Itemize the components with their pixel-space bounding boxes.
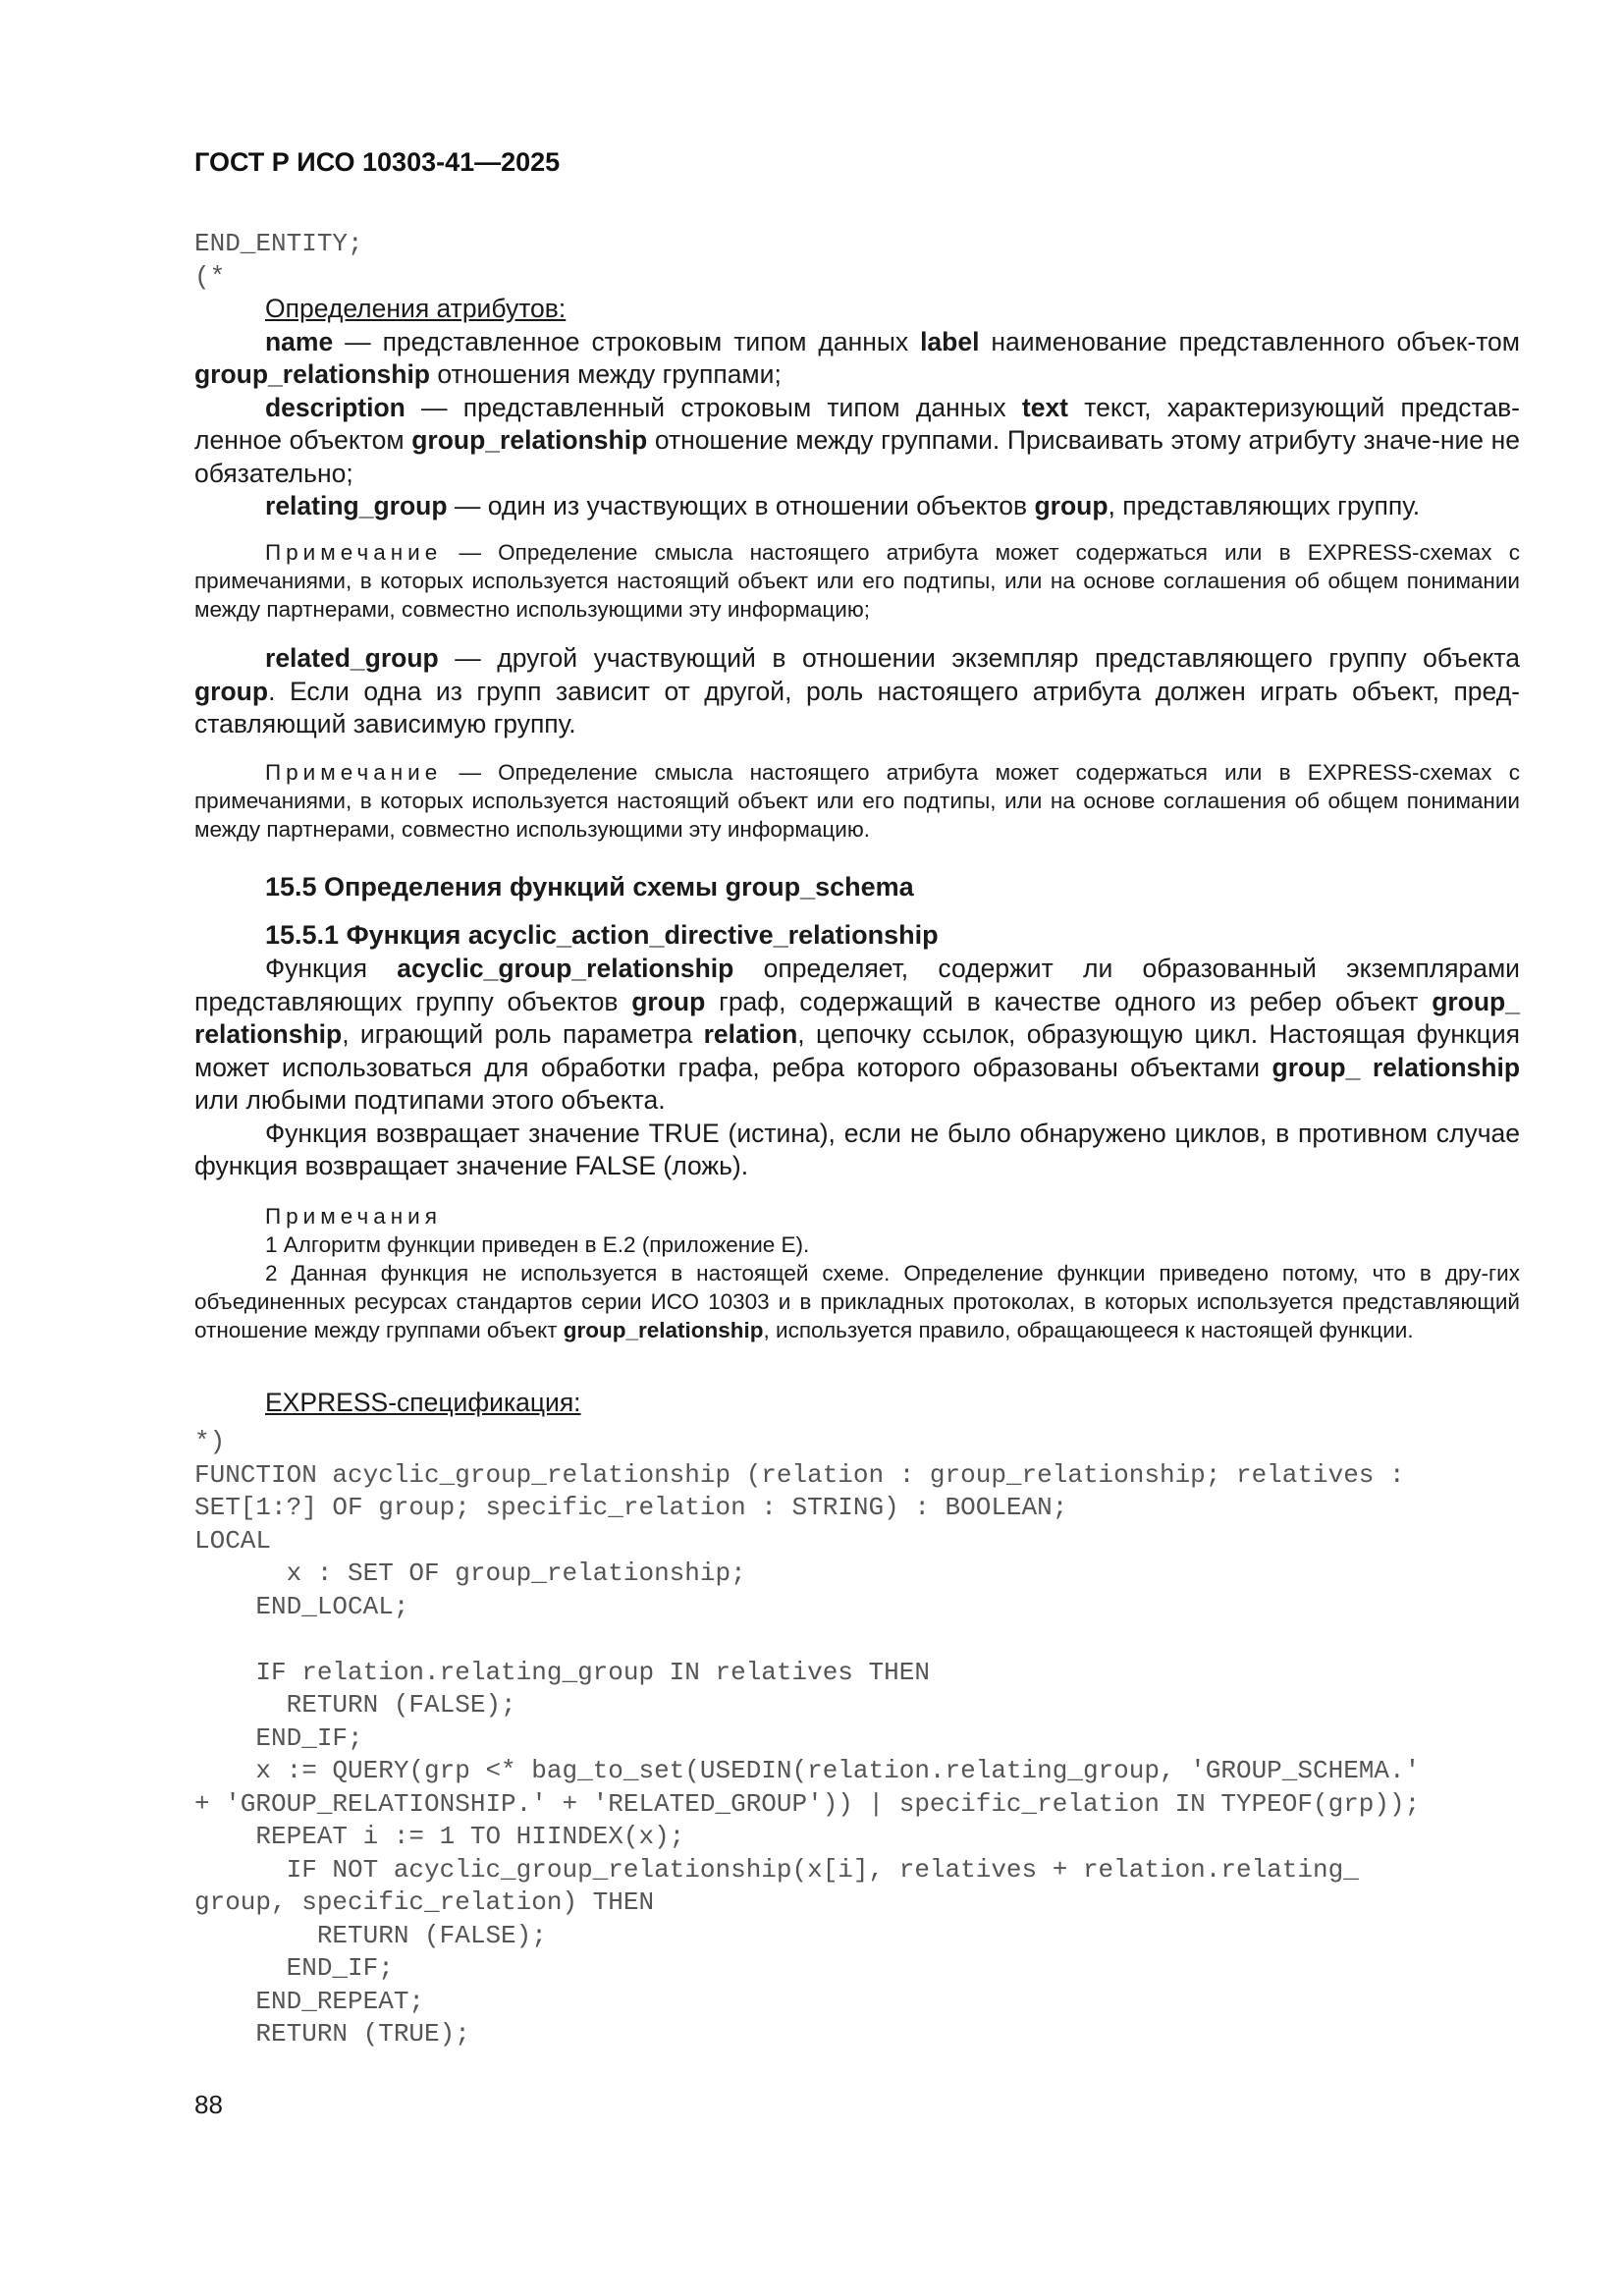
attribute-definitions	[194, 293, 1520, 523]
section-heading: 15.5 Определения функций схемы group_schema	[265, 872, 914, 902]
attr-description-def: description — представленный строковым типом данных text текст, характеризующий представ-ленное объектом group_relationship отношение между группами. Присваивать этому атрибуту значе-ние не обязательно;	[194, 392, 1520, 488]
note-relating-group: Примечание — Определение смысла настоящего атрибута может содержаться или в EXPRESS-схемах с примечаниями, в которых используется настоящий объект или его подтипы, или на основе соглашения об общем понимании между партнерами, совместно использующими эту информацию;	[194, 540, 1520, 622]
note-item-2: 2 Данная функция не используется в настоящей схеме. Определение функции приведено потому, что в дру-гих объединенных ресурсах стандартов серии ИСО 10303 и в прикладных протоколах, в которых используется представляющий отношение между группами объект group_relationship, используется правило, обращающееся к настоящей функции.	[194, 1261, 1520, 1342]
express-spec-block	[194, 1387, 1520, 1420]
code-block-function: *) FUNCTION acyclic_group_relationship (relation : group_relationship; relatives : SET[1:?] OF group; specific_relation : STRING) : BOOLEAN; LOCAL x : SET OF group_relationship; END_LOCAL; IF relation.relating_group IN relatives THEN RETURN (FALSE); END_IF; x := QUERY(grp <* bag_to_set(USEDIN(relation.relating_group, 'GROUP_SCHEMA.' + 'GROUP_RELATIONSHIP.' + 'RELATED_GROUP')) | specific_relation IN TYPEOF(grp)); REPEAT i := 1 TO HIINDEX(x); IF NOT acyclic_group_relationship(x[i], relatives + relation.relating_ group, specific_relation) THEN RETURN (FALSE); END_IF; END_REPEAT; RETURN (TRUE);	[194, 1427, 1421, 2049]
function-notes	[194, 1202, 1520, 1344]
attr-related-group-def: related_group — другой участвующий в отношении экземпляр представляющего группу объекта group. Если одна из групп зависит от другой, роль настоящего атрибута должен играть объект, пред-ставляющий зависимую группу.	[194, 643, 1520, 738]
note-label: Примечание	[265, 540, 443, 565]
code-block-top: END_ENTITY; (*	[194, 229, 363, 292]
function-para-1: Функция acyclic_group_relationship определяет, содержит ли образованный экземплярами представляющих группу объектов group граф, содержащий в качестве одного из ребер объект group_ relationship, играющий роль параметра relation, цепочку ссылок, образующую цикл. Настоящая функция может использоваться для обработки графа, ребра которого образованы объектами group_ relationship или любыми подтипами этого объекта.	[194, 954, 1521, 1115]
page-number: 88	[194, 2090, 223, 2119]
page-header: ГОСТ Р ИСО 10303-41—2025	[194, 147, 561, 177]
subsection-heading: 15.5.1 Функция acyclic_action_directive_relationship	[265, 920, 939, 950]
function-para-2: Функция возвращает значение TRUE (истина), если не было обнаружено циклов, в противном случае функция возвращает значение FALSE (ложь).	[194, 1118, 1520, 1180]
attr-relating-group-def: relating_group — один из участвующих в отношении объектов group, представляющих группу.	[265, 491, 1421, 520]
note-label: Примечание	[265, 760, 443, 785]
note-item-1: 1 Алгоритм функции приведен в Е.2 (приложение Е).	[265, 1232, 810, 1257]
attr-related-group-block	[194, 642, 1520, 741]
notes-label: Примечания	[265, 1204, 442, 1229]
express-spec-label: EXPRESS-спецификация:	[265, 1388, 581, 1417]
attr-name-def: name — представленное строковым типом данных label наименование представленного объек-том group_relationship отношения между группами;	[194, 326, 1520, 389]
function-description	[194, 953, 1520, 1183]
note-related-group: Примечание — Определение смысла настоящего атрибута может содержаться или в EXPRESS-схемах с примечаниями, в которых используется настоящий объект или его подтипы, или на основе соглашения об общем понимании между партнерами, совместно использующими эту информацию.	[194, 760, 1520, 842]
attr-defs-title: Определения атрибутов:	[265, 294, 567, 323]
